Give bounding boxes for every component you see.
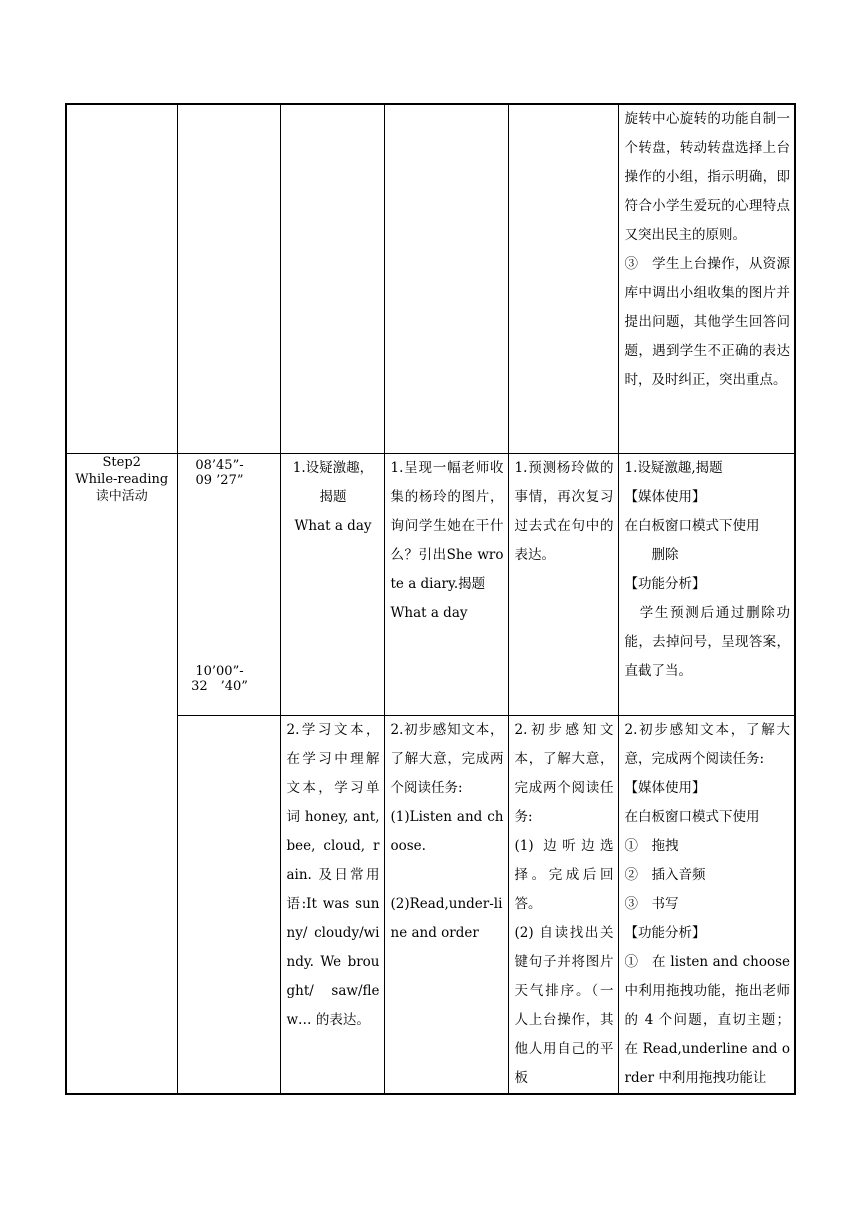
step-label: Step2 While-reading 读中活动 xyxy=(75,454,169,504)
content-cell-1 xyxy=(280,453,384,715)
media-cell xyxy=(618,104,795,453)
teacher-cell-2 xyxy=(384,715,508,1094)
student-cell-2 xyxy=(508,715,618,1094)
student-activity-1: 1.预测杨玲做的事情，再次复习过去式在句中的表达。 xyxy=(514,459,614,563)
empty-cell xyxy=(66,104,177,453)
step-cell xyxy=(66,453,177,1094)
media-analysis-1: 1.设疑激趣,揭题 【媒体使用】 在白板窗口模式下使用 删除 【功能分析】 学生预测后通过删除功能，去掉问号，呈现答案，直截了当。 xyxy=(624,459,790,679)
teacher-activity-2: 2.初步感知文本，了解大意，完成两个阅读任务: (1)Listen and choose. (2)Read,under-line and order xyxy=(390,721,504,941)
time-range-1: 08’45”- 09 ’27” xyxy=(195,457,244,488)
empty-cell xyxy=(177,104,280,453)
media-cell-2 xyxy=(618,715,795,1094)
time-range-2: 10’00”- 32 ’40” xyxy=(191,663,248,694)
teacher-cell-1 xyxy=(384,453,508,715)
empty-cell xyxy=(384,104,508,453)
content-cell-2 xyxy=(280,715,384,1094)
media-text-continued: 旋转中心旋转的功能自制一个转盘，转动转盘选择上台操作的小组，指示明确，即符合小学生爱玩的心理特点又突出民主的原则。 ③ 学生上台操作，从资源库中调出小组收集的图片并提出问题，其他学生回答问题，遇到学生不正确的表达时，及时纠正，突出重点。 xyxy=(624,111,790,388)
media-cell-1 xyxy=(618,453,795,715)
empty-cell xyxy=(280,104,384,453)
lesson-plan-table xyxy=(65,103,796,1095)
table-row xyxy=(66,104,795,453)
time-cell-2 xyxy=(177,663,280,1094)
table-row xyxy=(66,453,795,715)
teacher-activity-1: 1.呈现一幅老师收集的杨玲的图片，询问学生她在干什么？引出She wrote a diary.揭题 What a day xyxy=(390,459,504,621)
empty-cell xyxy=(508,104,618,453)
content-text-1: 1.设疑激趣， 揭题 What a day xyxy=(292,459,374,534)
student-activity-2: 2.初步感知文本，了解大意，完成两个阅读任务: (1) 边听边选择。完成后回答。 (2) 自读找出关键句子并将图片天气排序。（一人上台操作，其他人用自己的平板 xyxy=(514,721,614,1086)
content-text-2: 2.学习文本，在学习中理解文本，学习单词 honey, ant, bee, cloud, rain. 及日常用语:It was sunny/ cloudy/windy. We brought/ saw/flew… 的表达。 xyxy=(286,721,380,1028)
student-cell-1 xyxy=(508,453,618,715)
media-analysis-2: 2.初步感知文本，了解大意，完成两个阅读任务: 【媒体使用】 在白板窗口模式下使用 ① 拖拽 ② 插入音频 ③ 书写 【功能分析】 ① 在 listen and choose 中利用拖拽功能，拖出老师的 4 个问题，直切主题；在 Read,underline and order 中利用拖拽功能让 xyxy=(624,721,790,1086)
